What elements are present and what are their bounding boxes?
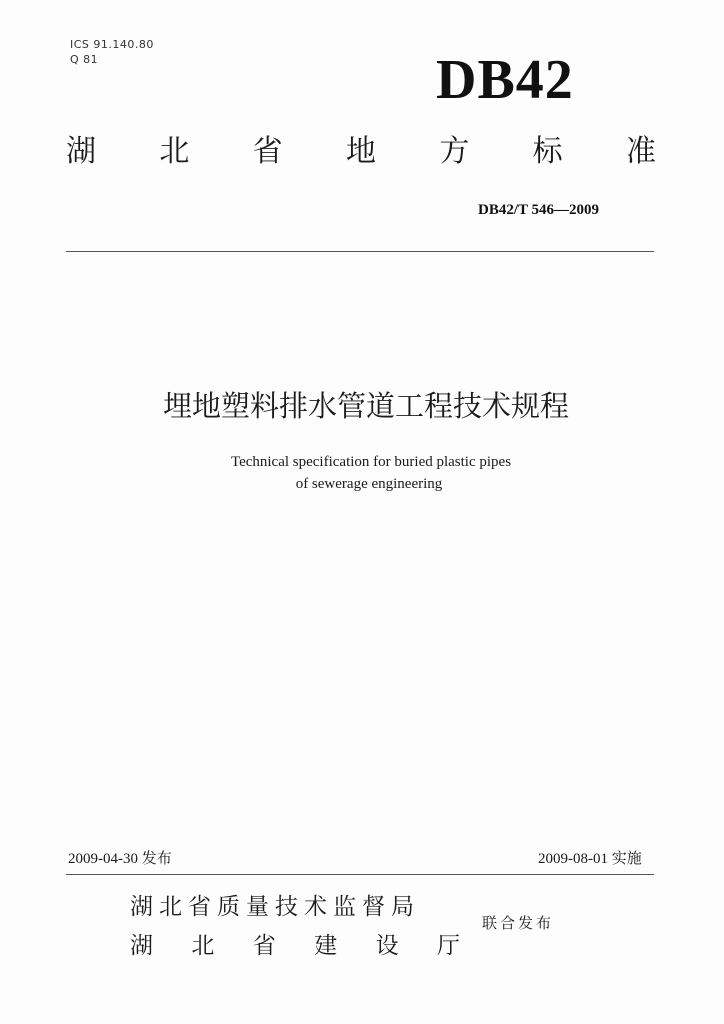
classification-codes	[70, 37, 154, 67]
standard-type-char: 准	[625, 134, 656, 169]
title-english-line: of sewerage engineering	[295, 476, 443, 492]
title-english	[0, 451, 724, 495]
standard-type-char: 省	[252, 134, 283, 169]
joint-release-label: 联合发布	[482, 914, 555, 932]
issuer-char: 北	[191, 933, 215, 959]
title-chinese: 埋地塑料排水管道工程技术规程	[162, 389, 569, 423]
standard-type	[66, 132, 656, 172]
db-logo: DB42	[436, 49, 574, 111]
issue-date: 2009-04-30 发布	[68, 851, 172, 867]
issuer-quality-bureau: 湖北省质量技术监督局	[130, 894, 420, 920]
issuer-char: 设	[375, 933, 399, 959]
issuer-char: 厅	[436, 933, 460, 959]
ics-code: ICS 91.140.80	[70, 38, 154, 51]
standard-number: DB42/T 546—2009	[478, 202, 599, 218]
ccs-code: Q 81	[70, 53, 99, 66]
issuer-construction-dept	[130, 931, 460, 961]
standard-type-char: 湖	[66, 134, 96, 169]
standard-type-char: 标	[532, 134, 563, 169]
footer-divider	[66, 874, 654, 875]
implement-date: 2009-08-01 实施	[538, 851, 642, 867]
title-english-line: Technical specification for buried plastic pipes	[230, 454, 512, 470]
header-divider	[66, 251, 654, 252]
standard-type-char: 方	[439, 134, 470, 169]
issuer-char: 省	[252, 933, 276, 959]
issuer-char: 建	[314, 933, 338, 959]
standard-type-char: 地	[345, 134, 376, 169]
issuer-char: 湖	[130, 933, 153, 959]
standard-type-char: 北	[159, 134, 190, 169]
